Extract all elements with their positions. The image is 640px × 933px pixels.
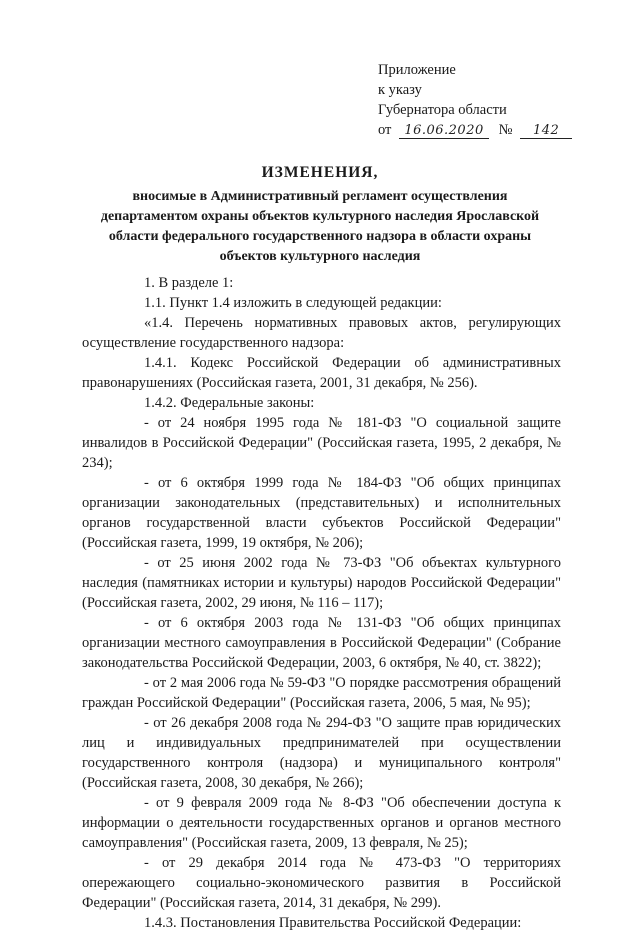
paragraph: - от 9 февраля 2009 года № 8-ФЗ "Об обеспечении доступа к информации о деятельности государственных органов и органов местного самоуправления" (Российская газета, 2009, 13 февраля, № 25); (82, 795, 561, 851)
appendix-line-2: к указу (378, 82, 422, 98)
paragraph: 1.4.1. Кодекс Российской Федерации об административных правонарушениях (Российская газета, 2001, 31 декабря, № 256). (82, 355, 561, 391)
heading-subtitle: вносимые в Административный регламент осуществления департаментом охраны объектов культурного наследия Ярославской области федерального государственного надзора в области охраны объектов культурного наследия (100, 189, 540, 264)
date-prefix: от (378, 122, 392, 138)
number-prefix: № (498, 122, 513, 138)
paragraph: - от 26 декабря 2008 года № 294-ФЗ "О защите прав юридических лиц и индивидуальных предпринимателей при осуществлении государственного контроля (надзора) и муниципального контроля" (Российская газета, 2008, 30 декабря, № 266); (82, 715, 561, 791)
appendix-date-row (378, 120, 572, 140)
paragraph: 1. В разделе 1: (144, 275, 234, 291)
paragraph: - от 24 ноября 1995 года № 181-ФЗ "О социальной защите инвалидов в Российской Федерации" (Российская газета, 1995, 2 декабря, № 234); (82, 415, 561, 471)
document-body (82, 273, 561, 933)
appendix-block (378, 60, 572, 140)
paragraph: «1.4. Перечень нормативных правовых актов, регулирующих осуществление государственного надзора: (82, 315, 561, 351)
paragraph: 1.4.2. Федеральные законы: (144, 395, 315, 411)
handwritten-number: 142 (520, 123, 572, 139)
appendix-line-1: Приложение (378, 62, 456, 78)
paragraph: - от 6 октября 2003 года № 131-ФЗ "Об общих принципах организации местного самоуправления в Российской Федерации" (Собрание законодательства Российской Федерации, 2003, 6 октября, № 40, ст. 3822); (82, 615, 561, 671)
paragraph: - от 29 декабря 2014 года № 473-ФЗ "О территориях опережающего социально-экономического развития в Российской Федерации" (Российская газета, 2014, 31 декабря, № 299). (82, 855, 561, 911)
document-heading (100, 162, 540, 267)
paragraph: - от 2 мая 2006 года № 59-ФЗ "О порядке рассмотрения обращений граждан Российской Федерации" (Российская газета, 2006, 5 мая, № 95); (82, 675, 561, 711)
appendix-line-3: Губернатора области (378, 102, 507, 118)
paragraph: 1.4.3. Постановления Правительства Российской Федерации: (144, 915, 522, 931)
paragraph: - от 6 октября 1999 года № 184-ФЗ "Об общих принципах организации законодательных (представительных) и исполнительных органов государственной власти субъектов Российской Федерации" (Российская газета, 1999, 19 октября, № 206); (82, 475, 561, 551)
heading-title: ИЗМЕНЕНИЯ, (261, 164, 379, 181)
paragraph: 1.1. Пункт 1.4 изложить в следующей редакции: (144, 295, 442, 311)
handwritten-date: 16.06.2020 (399, 123, 489, 139)
paragraph: - от 25 июня 2002 года № 73-ФЗ "Об объектах культурного наследия (памятниках истории и культуры) народов Российской Федерации" (Российская газета, 2002, 29 июня, № 116 – 117); (82, 555, 561, 611)
